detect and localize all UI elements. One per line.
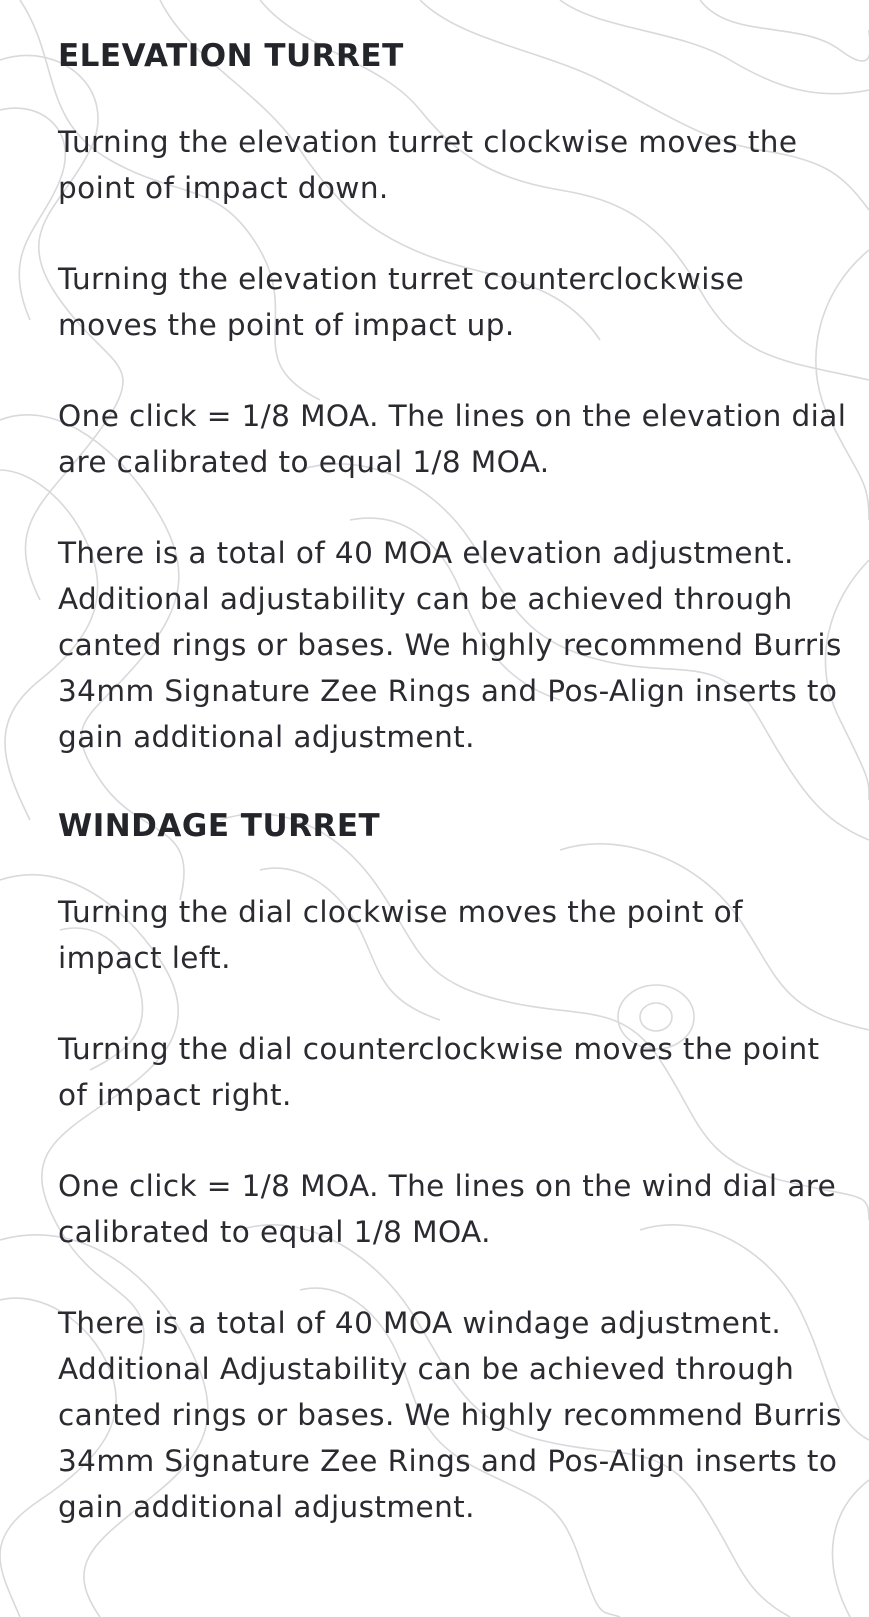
elevation-counterclockwise-paragraph: Turning the elevation turret counterclockwise moves the point of impact up.: [58, 262, 745, 342]
elevation-clockwise-paragraph: Turning the elevation turret clockwise moves the point of impact down.: [58, 125, 798, 205]
elevation-turret-heading: ELEVATION TURRET: [58, 38, 404, 74]
windage-turret-heading: WINDAGE TURRET: [58, 808, 381, 844]
windage-total-adjustment-paragraph: There is a total of 40 MOA windage adjustment. Additional Adjustability can be achieved through canted rings or bases. We highly recommend Burris 34mm Signature Zee Rings and Pos-Align inserts to gain additional adjustment.: [58, 1306, 842, 1524]
windage-clockwise-paragraph: Turning the dial clockwise moves the point of impact left.: [58, 895, 743, 975]
elevation-click-value-paragraph: One click = 1/8 MOA. The lines on the elevation dial are calibrated to equal 1/8 MOA.: [58, 399, 847, 479]
windage-counterclockwise-paragraph: Turning the dial counterclockwise moves the point of impact right.: [58, 1032, 820, 1112]
document-body: [58, 30, 848, 1530]
elevation-total-adjustment-paragraph: There is a total of 40 MOA elevation adjustment. Additional adjustability can be achieved through canted rings or bases. We highly recommend Burris 34mm Signature Zee Rings and Pos-Align inserts to gain additional adjustment.: [58, 536, 842, 754]
windage-click-value-paragraph: One click = 1/8 MOA. The lines on the wind dial are calibrated to equal 1/8 MOA.: [58, 1169, 837, 1249]
